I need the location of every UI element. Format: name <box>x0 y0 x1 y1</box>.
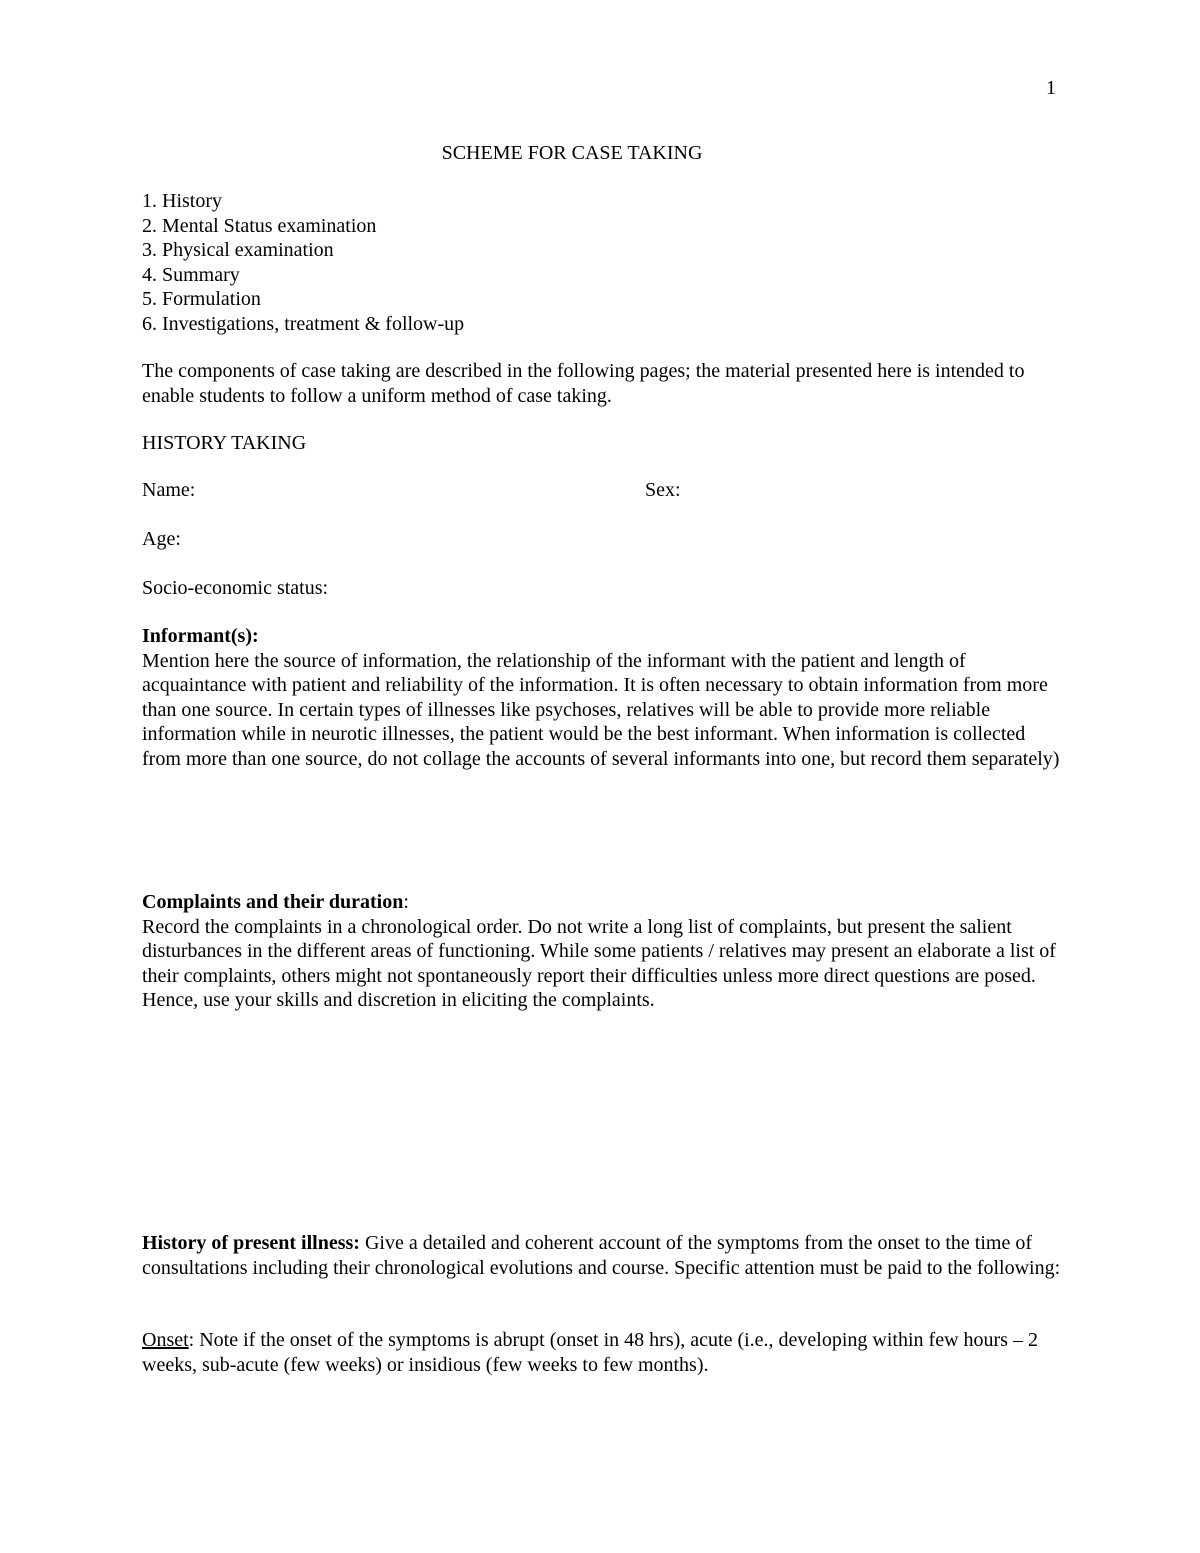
informant-heading: Informant(s): <box>142 625 259 647</box>
onset-section <box>142 1328 1062 1377</box>
scheme-item: 4. Summary <box>142 263 240 286</box>
scheme-item: 2. Mental Status examination <box>142 214 377 237</box>
scheme-item: 6. Investigations, treatment & follow-up <box>142 312 465 335</box>
complaints-heading-colon: : <box>403 891 409 913</box>
scheme-item: 1. History <box>142 190 222 212</box>
history-taking-heading: HISTORY TAKING <box>142 432 307 454</box>
page-number: 1 <box>1046 77 1056 99</box>
name-field-label: Name: <box>142 479 196 501</box>
present-illness-heading: History of present illness: <box>142 1232 360 1254</box>
sex-field-label: Sex: <box>645 479 681 501</box>
intro-paragraph: The components of case taking are described in the following pages; the material presented here is intended to enable students to follow a uniform method of case taking. <box>142 360 1025 407</box>
scheme-item: 5. Formulation <box>142 288 261 310</box>
document-title: SCHEME FOR CASE TAKING <box>441 142 703 164</box>
complaints-section <box>142 890 1062 1013</box>
age-field-label: Age: <box>142 528 181 550</box>
present-illness-section <box>142 1231 1062 1280</box>
informant-text: Mention here the source of information, the relationship of the informant with the patient and length of acquaintance with patient and reliability of the information. It is often necessary to obtain information from more than one source. In certain types of illnesses like psychoses, relatives will be able to provide more reliable information while in neurotic illnesses, the patient would be the best informant. When information is collected from more than one source, do not collage the accounts of several informants into one, but record them separately) <box>142 649 1060 770</box>
informant-section <box>142 624 1062 771</box>
scheme-item: 3. Physical examination <box>142 239 334 261</box>
onset-text: : Note if the onset of the symptoms is abrupt (onset in 48 hrs), acute (i.e., developing within few hours – 2 weeks, sub-acute (few weeks) or insidious (few weeks to few months). <box>142 1329 1038 1376</box>
complaints-heading: Complaints and their duration <box>142 891 404 913</box>
complaints-text: Record the complaints in a chronological order. Do not write a long list of complaints, but present the salient disturbances in the different areas of functioning. While some patients / relatives may present an elaborate a list of their complaints, others might not spontaneously report their difficulties unless more direct questions are posed. Hence, use your skills and discretion in eliciting the complaints. <box>142 915 1056 1011</box>
scheme-list <box>142 189 1062 336</box>
present-illness-text: Give a detailed and coherent account of the symptoms from the onset to the time of consultations including their chronological evolutions and course. Specific attention must be paid to the following: <box>142 1232 1061 1279</box>
onset-label: Onset <box>142 1329 189 1351</box>
socio-economic-field-label: Socio-economic status: <box>142 577 329 599</box>
